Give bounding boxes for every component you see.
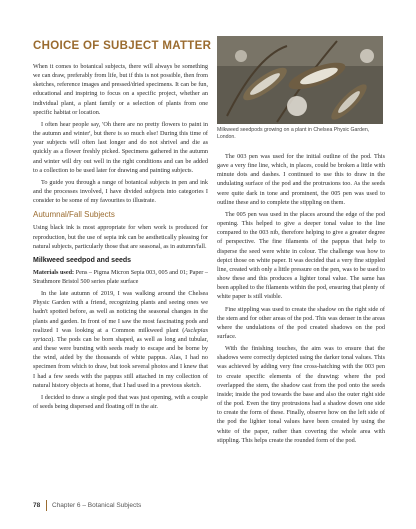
page-title: CHOICE OF SUBJECT MATTER <box>33 40 212 52</box>
section-heading: Milkweed seedpod and seeds <box>33 256 132 264</box>
subheading: Autumnal/Fall Subjects <box>33 210 115 220</box>
left-column <box>33 62 208 414</box>
right-column <box>217 152 385 448</box>
paragraph: With the finishing touches, the aim was to ensure that the shadows were correctly depicted using the darker tonal values. This was achieved by adding very fine cross-hatching with the 003 pen to create specific elements of the drawing: where the pod overlapped the stem, the shadow cast from the pod onto the seeds inside; inside the pod towards the base and also the outer right side of the pod. Even the tiny protrusions had a shadow down one side to create the form of these. Finally, observe how on the left side of the pod the lighter tonal values have been created by using the white of the paper, rather than covering the whole area with stippling. This helps create the rounded form of the pod. <box>217 345 385 444</box>
page-number: 78 <box>33 502 41 509</box>
paragraph-part: In the late autumn of 2019, I was walking around the Chelsea Physic Garden with a friend, recognizing plants and seeing ones we hadn't spotted before, as well as noticing the seasonal changes in the plants and garden. In front of me I saw the most fascinating pods and realized I was looking at a Common milkweed plant ( <box>33 290 208 334</box>
paragraph <box>33 289 208 390</box>
paragraph: Using black ink is most appropriate for when work is produced for reproduction, but the use of sepia ink can be aesthetically pleasing for natural subjects, particularly those that are seasonal, as in autumn/fall. <box>33 224 208 250</box>
paragraph: The 005 pen was used in the places around the edge of the pod opening. This helped to give a deeper tonal value to the line compared to the 003 nib, therefore helping to give a greater degree of perspective. The fine filaments of the pappus that help to disperse the seed were white in colour. The challenge was how to depict those on white paper. It was decided that a very fine stippled line, created with only a little pressure on the pen, was to be used to show these and this produces a lighter tonal value. The same has been applied to the filaments within the pod, ensuring that plenty of white paper is still visible. <box>217 210 385 301</box>
paragraph: When it comes to botanical subjects, there will always be something we can draw, preferably from life, but if this is not possible, then from sketches, reference images and pressed/dried specimens. It can be fun, educational and inspiring to focus on a specific project, whether an individual plant, a plant family or a selection of plants from one specific habitat or location. <box>33 63 208 116</box>
materials-text: Pens – Pigma Micron Sepia 003, 005 and 01; Paper – Strathmore Bristol 500 series plate surface <box>33 268 208 285</box>
paragraph: Fine stippling was used to create the shadow on the right side of the stem and for other areas of the pod. This was denser in the areas where the undulations of the pod created shadows on the pod surface. <box>217 305 385 340</box>
photo-illustration <box>217 36 383 124</box>
materials-paragraph <box>33 268 208 286</box>
chapter-footer: Chapter 6 – Botanical Subjects <box>52 502 142 509</box>
milkweed-seedpods-photo <box>217 36 383 124</box>
paragraph: The 003 pen was used for the initial outline of the pod. This gave a very fine line, which, in places, could be broken a little with minute dots and dashes. I continued to use this to draw in the undulating surface of the pod and the protrusions too. As the seeds were quite dark in tone and prominent, the 005 pen was used to outline these and to complete the stippling on them. <box>217 153 385 206</box>
photo-caption: Milkweed seedpods growing on a plant in Chelsea Physic Garden, London. <box>217 127 370 141</box>
paragraph: I often hear people say, 'Oh there are no pretty flowers to paint in the autumn and winter', but there is so much else! During this time of year subjects will often last longer and do not shrivel and die as quickly as a flower freshly picked. Specimens gathered in the autumn and winter will dry out well in the right conditions and can be added to a collection to be used later for drawing and painting subjects. <box>33 120 208 174</box>
paragraph: To guide you through a range of botanical subjects in pen and ink and the processes involved, I have divided subjects into categories I consider to be some of my favourites to illustrate. <box>33 178 208 205</box>
paragraph: I decided to draw a single pod that was just opening, with a couple of seeds being dispersed and floating off in the air. <box>33 393 208 410</box>
paragraph-part: ). The pods can be born shaped, as well as long and tubular, and these were bursting with seeds ready to escape and be borne by the wind, aided by the thousands of white pappus. Alas, I had no specimen from which to draw, but took several photos and I knew that I had a few seeds with the pappus still attached in my collection of natural history objects at home, that I had used in a previous sketch. <box>33 335 208 389</box>
footer-divider <box>46 500 47 511</box>
materials-label: Materials used: <box>33 268 75 276</box>
species-name: Asclepias syriaca <box>33 326 208 343</box>
